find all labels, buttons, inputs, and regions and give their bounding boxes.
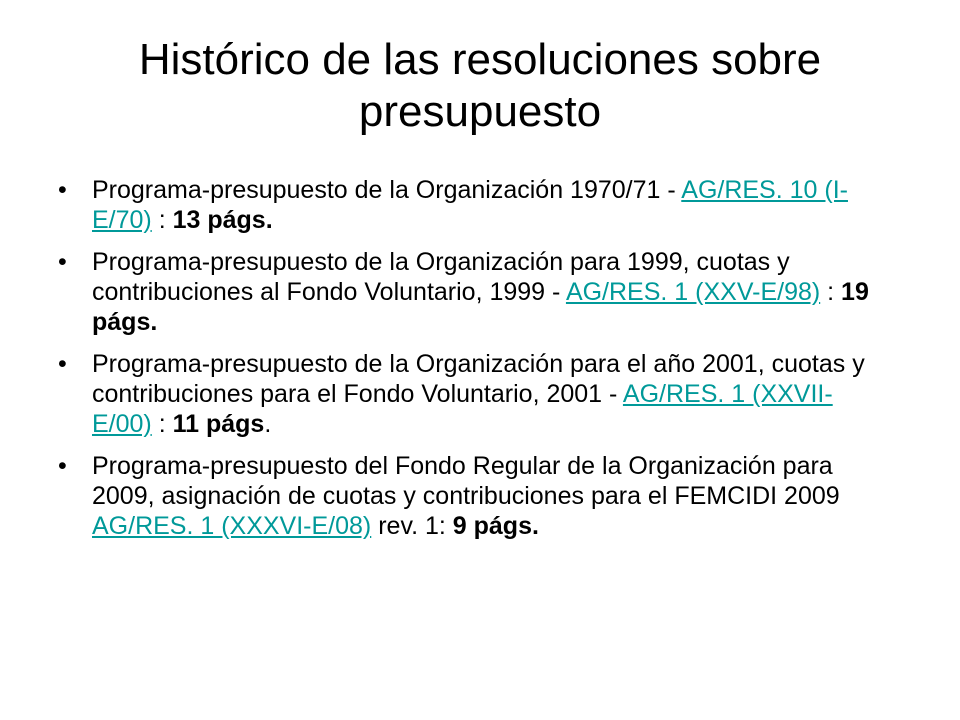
list-item — [58, 349, 870, 439]
item-text: Programa-presupuesto de la Organización para 1999, cuotas y contribuciones al Fondo Voluntario, 1999 - — [92, 248, 790, 306]
list-item — [58, 247, 870, 337]
page-count: 9 págs. — [452, 512, 539, 540]
item-separator: rev. 1: — [371, 512, 453, 540]
slide-title: Histórico de las resoluciones sobre presupuesto — [138, 35, 822, 136]
item-separator: : — [151, 410, 173, 438]
item-text: Programa-presupuesto del Fondo Regular de la Organización para 2009, asignación de cuotas y contribuciones para el FEMCIDI 2009 — [92, 452, 840, 510]
bullet-dot: • — [58, 176, 67, 204]
bullet-dot: • — [58, 248, 67, 276]
resolution-link[interactable]: AG/RES. 1 (XXXVI-E/08) — [92, 512, 372, 540]
bullet-dot: • — [58, 452, 67, 480]
resolution-link[interactable]: AG/RES. 1 (XXVII-E/00) — [92, 380, 833, 438]
item-separator: : — [151, 206, 173, 234]
list-item — [58, 175, 870, 235]
item-text: Programa-presupuesto de la Organización 1970/71 - — [92, 176, 676, 204]
list-item — [58, 451, 870, 541]
page-count: 19 págs. — [92, 278, 869, 336]
bullet-dot: • — [58, 350, 67, 378]
item-text: Programa-presupuesto de la Organización para el año 2001, cuotas y contribuciones para el Fondo Voluntario, 2001 - — [92, 350, 865, 408]
resolution-link[interactable]: AG/RES. 10 (I-E/70) — [92, 176, 848, 234]
page-count: 13 págs. — [172, 206, 273, 234]
item-tail: . — [264, 410, 272, 438]
page-count: 11 págs — [172, 410, 265, 438]
item-separator: : — [820, 278, 842, 306]
resolution-link[interactable]: AG/RES. 1 (XXV-E/98) — [565, 278, 821, 306]
resolution-list — [58, 175, 870, 553]
